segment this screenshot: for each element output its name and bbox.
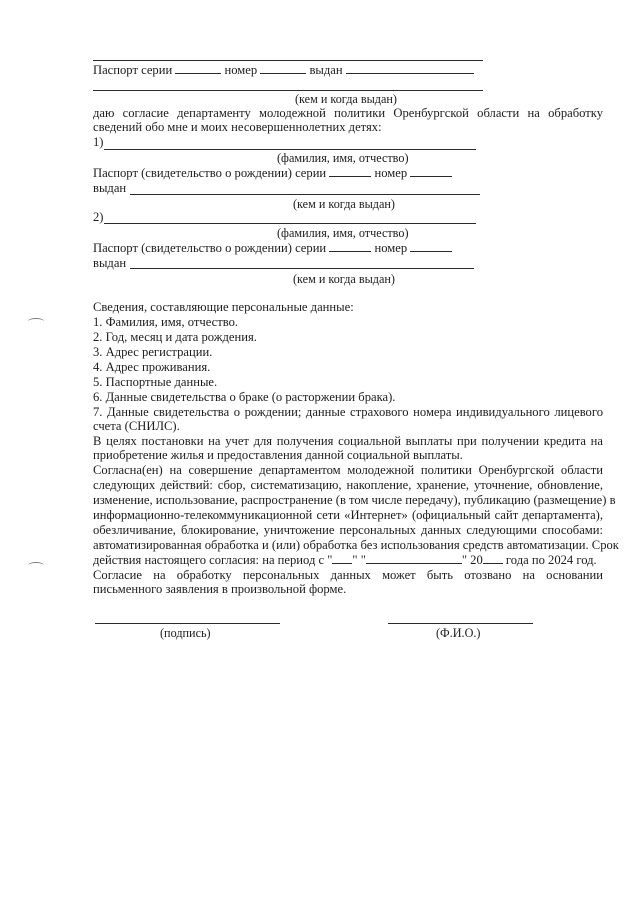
child-1-issued-line[interactable] — [130, 194, 480, 195]
personal-data-item-3: 3. Адрес регистрации. — [93, 345, 213, 359]
purpose-line-2: приобретение жилья и предоставления данной социальной выплаты. — [93, 448, 463, 462]
signature-caption: (подпись) — [160, 626, 211, 640]
term-row — [93, 552, 597, 568]
actions-line-5: обезличивание, блокирование, уничтожение персональных данных следующими способами: — [93, 523, 603, 537]
term-year-field[interactable] — [483, 552, 503, 564]
actions-line-1: Согласна(ен) на совершение департаментом молодежной политики Оренбургской области — [93, 463, 603, 477]
term-quote-mid: " " — [352, 553, 366, 567]
term-suffix: года по 2024 год. — [505, 553, 597, 567]
child-2-issued-line[interactable] — [130, 268, 474, 269]
child-2-issued-label: выдан — [93, 256, 127, 270]
child-2-fio-caption: (фамилия, имя, отчество) — [277, 226, 409, 240]
child-2-passport-label: Паспорт (свидетельство о рождении) серии — [93, 241, 327, 255]
child-1-issued-label: выдан — [93, 181, 127, 195]
child-1-number-field[interactable] — [410, 165, 452, 177]
passport-issued-field[interactable] — [346, 62, 474, 74]
child-1-passport-label: Паспорт (свидетельство о рождении) серии — [93, 166, 327, 180]
term-prefix: действия настоящего согласия: на период с " — [93, 553, 333, 567]
child-2-series-field[interactable] — [329, 240, 371, 252]
personal-data-item-2: 2. Год, месяц и дата рождения. — [93, 330, 257, 344]
passport-issued-caption: (кем и когда выдан) — [295, 92, 397, 106]
personal-data-item-7: 7. Данные свидетельства о рождении; данные страхового номера индивидуального лицевого — [93, 405, 603, 419]
consent-intro-line-1: даю согласие департаменту молодежной политики Оренбургской области на обработку — [93, 106, 603, 120]
personal-data-item-5: 5. Паспортные данные. — [93, 375, 218, 389]
passport-number-label: номер — [224, 63, 258, 77]
child-1-number-label: номер — [374, 166, 408, 180]
actions-line-6: автоматизированная обработка и (или) обработка без использования средств автоматизации. Срок — [93, 538, 619, 552]
personal-data-item-6: 6. Данные свидетельства о браке (о расторжении брака). — [93, 390, 396, 404]
purpose-line-1: В целях постановки на учет для получения социальной выплаты при получении кредита на — [93, 434, 603, 448]
name-caption: (Ф.И.О.) — [436, 626, 481, 640]
child-2-number-field[interactable] — [410, 240, 452, 252]
actions-line-2: следующих действий: сбор, систематизацию, накопление, хранение, уточнение, обновление, — [93, 478, 603, 492]
name-line[interactable] — [388, 623, 533, 624]
child-1-fio-caption: (фамилия, имя, отчество) — [277, 151, 409, 165]
consent-intro-line-2: сведений обо мне и моих несовершеннолетних детях: — [93, 120, 382, 134]
actions-line-4: информационно-телекоммуникационной сети «Интернет» (официальный сайт департамента), — [93, 508, 603, 522]
top-name-line — [93, 60, 483, 61]
child-1-fio-line[interactable] — [104, 149, 476, 150]
passport-series-field[interactable] — [175, 62, 221, 74]
child-2-fio-line[interactable] — [104, 223, 476, 224]
passport-series-label: Паспорт серии — [93, 63, 173, 77]
passport-issued-label: выдан — [309, 63, 343, 77]
passport-issued-line — [93, 90, 483, 91]
passport-number-field[interactable] — [260, 62, 306, 74]
personal-data-item-4: 4. Адрес проживания. — [93, 360, 211, 374]
signature-line[interactable] — [95, 623, 280, 624]
child-2-index: 2) — [93, 210, 104, 224]
term-quote-end: " 20 — [461, 553, 483, 567]
passport-row — [93, 62, 474, 78]
personal-data-item-1: 1. Фамилия, имя, отчество. — [93, 315, 239, 329]
child-1-series-field[interactable] — [329, 165, 371, 177]
child-2-number-label: номер — [374, 241, 408, 255]
child-1-passport-row — [93, 165, 452, 181]
actions-line-3: изменение, использование, распространение (в том числе передачу), публикацию (размещение) в — [93, 493, 616, 507]
withdraw-line-2: письменного заявления в произвольной форме. — [93, 582, 347, 596]
child-2-passport-row — [93, 240, 452, 256]
child-2-issued-caption: (кем и когда выдан) — [293, 272, 395, 286]
child-1-index: 1) — [93, 135, 104, 149]
withdraw-line-1: Согласие на обработку персональных данных может быть отозвано на основании — [93, 568, 603, 582]
term-day-field[interactable] — [332, 552, 352, 564]
personal-data-heading: Сведения, составляющие персональные данные: — [93, 300, 354, 314]
child-1-issued-caption: (кем и когда выдан) — [293, 197, 395, 211]
punch-mark-top — [28, 318, 44, 325]
term-month-field[interactable] — [366, 552, 462, 564]
punch-mark-bottom — [28, 562, 44, 569]
personal-data-item-7-cont: счета (СНИЛС). — [93, 419, 180, 433]
